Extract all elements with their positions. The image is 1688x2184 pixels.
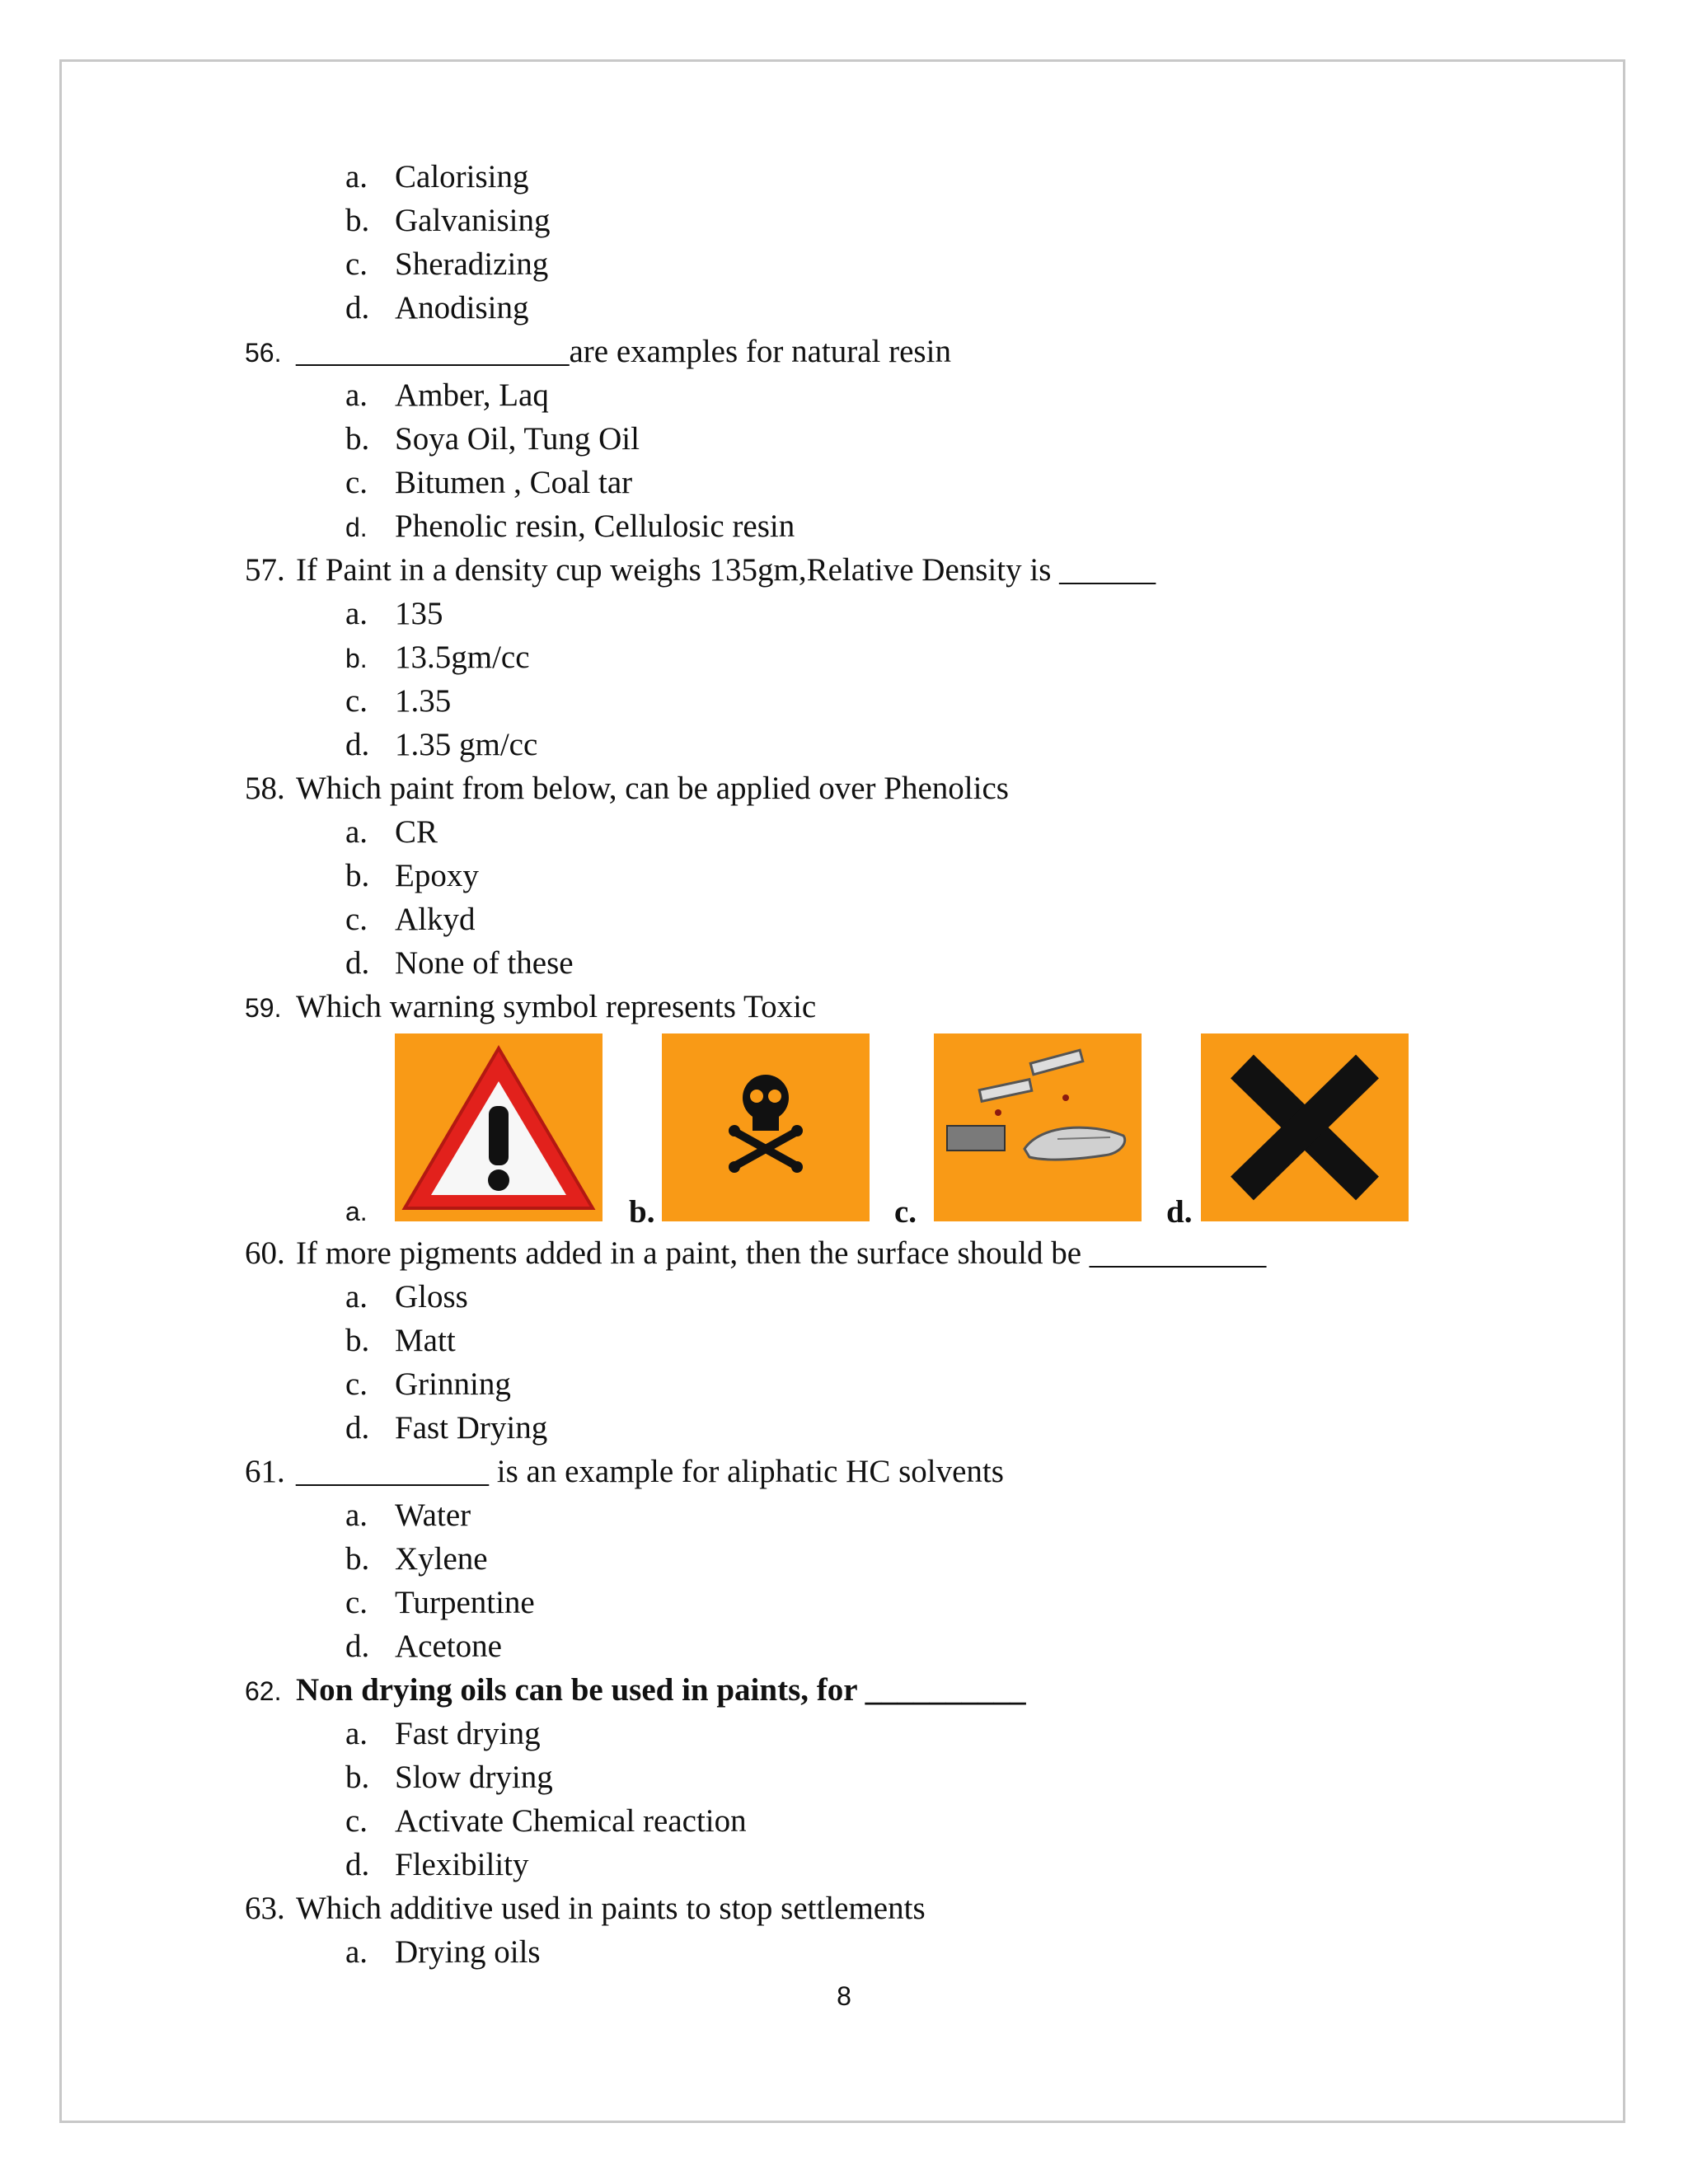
exclamation-triangle-icon bbox=[395, 1033, 603, 1221]
option bbox=[245, 1319, 1580, 1362]
option-letter: d. bbox=[345, 1410, 370, 1446]
warning-symbols bbox=[245, 1029, 1580, 1231]
option-text: Turpentine bbox=[395, 1585, 535, 1620]
question-text: Non drying oils can be used in paints, for __________ bbox=[296, 1672, 1026, 1708]
option bbox=[245, 417, 1580, 461]
option-letter: d. bbox=[345, 290, 370, 326]
option-letter: b. bbox=[345, 858, 370, 893]
symbol-letter: d. bbox=[1166, 1194, 1193, 1230]
option-letter: a. bbox=[345, 377, 368, 413]
option-text: Water bbox=[395, 1497, 471, 1533]
question-number: 59. bbox=[245, 993, 282, 1023]
question-number: 61. bbox=[245, 1454, 285, 1489]
option bbox=[245, 635, 1580, 679]
option-text: Amber, Laq bbox=[395, 377, 549, 413]
option-text: Acetone bbox=[395, 1629, 502, 1664]
option-letter: b. bbox=[345, 1323, 370, 1358]
option bbox=[245, 592, 1580, 635]
option bbox=[245, 1930, 1580, 1974]
option-letter: c. bbox=[345, 246, 368, 282]
option-text: Anodising bbox=[395, 290, 529, 326]
option-letter: a. bbox=[345, 1716, 368, 1751]
option bbox=[245, 242, 1580, 286]
question-number: 56. bbox=[245, 338, 282, 368]
option-letter: a. bbox=[345, 596, 368, 631]
question-number: 57. bbox=[245, 552, 285, 588]
question-number: 62. bbox=[245, 1676, 282, 1706]
skull-crossbones-icon bbox=[662, 1033, 870, 1221]
option-text: 135 bbox=[395, 596, 443, 631]
option-letter: a. bbox=[345, 159, 368, 194]
option-text: Epoxy bbox=[395, 858, 479, 893]
option-text: Matt bbox=[395, 1323, 456, 1358]
question-60 bbox=[245, 1231, 1580, 1275]
option bbox=[245, 1362, 1580, 1406]
option-text: 1.35 bbox=[395, 683, 452, 719]
option-text: Bitumen , Coal tar bbox=[395, 465, 633, 500]
option bbox=[245, 1406, 1580, 1450]
corrosive-icon bbox=[934, 1033, 1142, 1221]
option-letter: d. bbox=[345, 1629, 370, 1664]
option-letter: c. bbox=[345, 1585, 368, 1620]
option-letter: c. bbox=[345, 1366, 368, 1402]
option bbox=[245, 373, 1580, 417]
option-text: Sheradizing bbox=[395, 246, 549, 282]
option-letter: d. bbox=[345, 1847, 370, 1882]
option-text: Calorising bbox=[395, 159, 529, 194]
option bbox=[245, 679, 1580, 723]
option-letter: b. bbox=[345, 421, 370, 457]
cross-x-icon bbox=[1201, 1033, 1409, 1221]
option-letter: d. bbox=[345, 727, 370, 762]
question-number: 60. bbox=[245, 1235, 285, 1271]
option bbox=[245, 1755, 1580, 1799]
option-letter: d. bbox=[345, 945, 370, 981]
question-58 bbox=[245, 766, 1580, 810]
option-letter: c. bbox=[345, 1803, 368, 1839]
option-letter: a. bbox=[345, 1934, 368, 1970]
option-text: Xylene bbox=[395, 1541, 488, 1577]
option-text: Galvanising bbox=[395, 203, 551, 238]
option-text: Grinning bbox=[395, 1366, 511, 1402]
page-number: 8 bbox=[837, 1981, 851, 2011]
option-letter: d. bbox=[345, 513, 368, 542]
option bbox=[245, 1493, 1580, 1537]
option-text: Flexibility bbox=[395, 1847, 529, 1882]
option bbox=[245, 1712, 1580, 1755]
symbol-letter: a. bbox=[345, 1197, 368, 1226]
option bbox=[245, 286, 1580, 330]
option bbox=[245, 810, 1580, 854]
option bbox=[245, 461, 1580, 504]
option-letter: a. bbox=[345, 1279, 368, 1315]
question-text: Which paint from below, can be applied over Phenolics bbox=[296, 771, 1009, 806]
option-text: Slow drying bbox=[395, 1760, 553, 1795]
option bbox=[245, 854, 1580, 898]
question-text: If Paint in a density cup weighs 135gm,Relative Density is ______ bbox=[296, 552, 1156, 588]
option-text: Fast Drying bbox=[395, 1410, 548, 1446]
option bbox=[245, 199, 1580, 242]
option bbox=[245, 155, 1580, 199]
option bbox=[245, 1843, 1580, 1886]
option-text: 1.35 gm/cc bbox=[395, 727, 538, 762]
option-letter: b. bbox=[345, 1760, 370, 1795]
question-number: 63. bbox=[245, 1891, 285, 1926]
question-text: Which warning symbol represents Toxic bbox=[296, 989, 817, 1024]
question-63 bbox=[245, 1886, 1580, 1930]
option-text: Gloss bbox=[395, 1279, 468, 1315]
option-text: Soya Oil, Tung Oil bbox=[395, 421, 640, 457]
question-59 bbox=[245, 985, 1580, 1029]
question-62 bbox=[245, 1668, 1580, 1712]
question-57 bbox=[245, 548, 1580, 592]
option-letter: c. bbox=[345, 465, 368, 500]
option-letter: b. bbox=[345, 1541, 370, 1577]
symbol-letter: b. bbox=[629, 1194, 655, 1230]
question-text: If more pigments added in a paint, then the surface should be ___________ bbox=[296, 1235, 1267, 1271]
question-text: ____________ is an example for aliphatic HC solvents bbox=[296, 1454, 1004, 1489]
question-text: Which additive used in paints to stop settlements bbox=[296, 1891, 926, 1926]
option bbox=[245, 504, 1580, 548]
option bbox=[245, 941, 1580, 985]
option bbox=[245, 1581, 1580, 1624]
question-text: _________________are examples for natural resin bbox=[296, 334, 951, 369]
option-letter: b. bbox=[345, 203, 370, 238]
option-text: CR bbox=[395, 814, 438, 850]
option bbox=[245, 1624, 1580, 1668]
option-text: 13.5gm/cc bbox=[395, 640, 530, 675]
option-text: Phenolic resin, Cellulosic resin bbox=[395, 509, 795, 544]
option bbox=[245, 1275, 1580, 1319]
option bbox=[245, 1799, 1580, 1843]
option bbox=[245, 898, 1580, 941]
option-letter: a. bbox=[345, 814, 368, 850]
option-text: Activate Chemical reaction bbox=[395, 1803, 747, 1839]
option bbox=[245, 723, 1580, 766]
question-number: 58. bbox=[245, 771, 285, 806]
question-sheet bbox=[245, 155, 1580, 1974]
option-letter: c. bbox=[345, 902, 368, 937]
option-text: None of these bbox=[395, 945, 574, 981]
option-letter: a. bbox=[345, 1497, 368, 1533]
option-text: Fast drying bbox=[395, 1716, 541, 1751]
option-letter: b. bbox=[345, 644, 368, 673]
option bbox=[245, 1537, 1580, 1581]
option-text: Drying oils bbox=[395, 1934, 541, 1970]
question-61 bbox=[245, 1450, 1580, 1493]
symbol-letter: c. bbox=[894, 1194, 917, 1230]
option-text: Alkyd bbox=[395, 902, 476, 937]
option-letter: c. bbox=[345, 683, 368, 719]
question-56 bbox=[245, 330, 1580, 373]
